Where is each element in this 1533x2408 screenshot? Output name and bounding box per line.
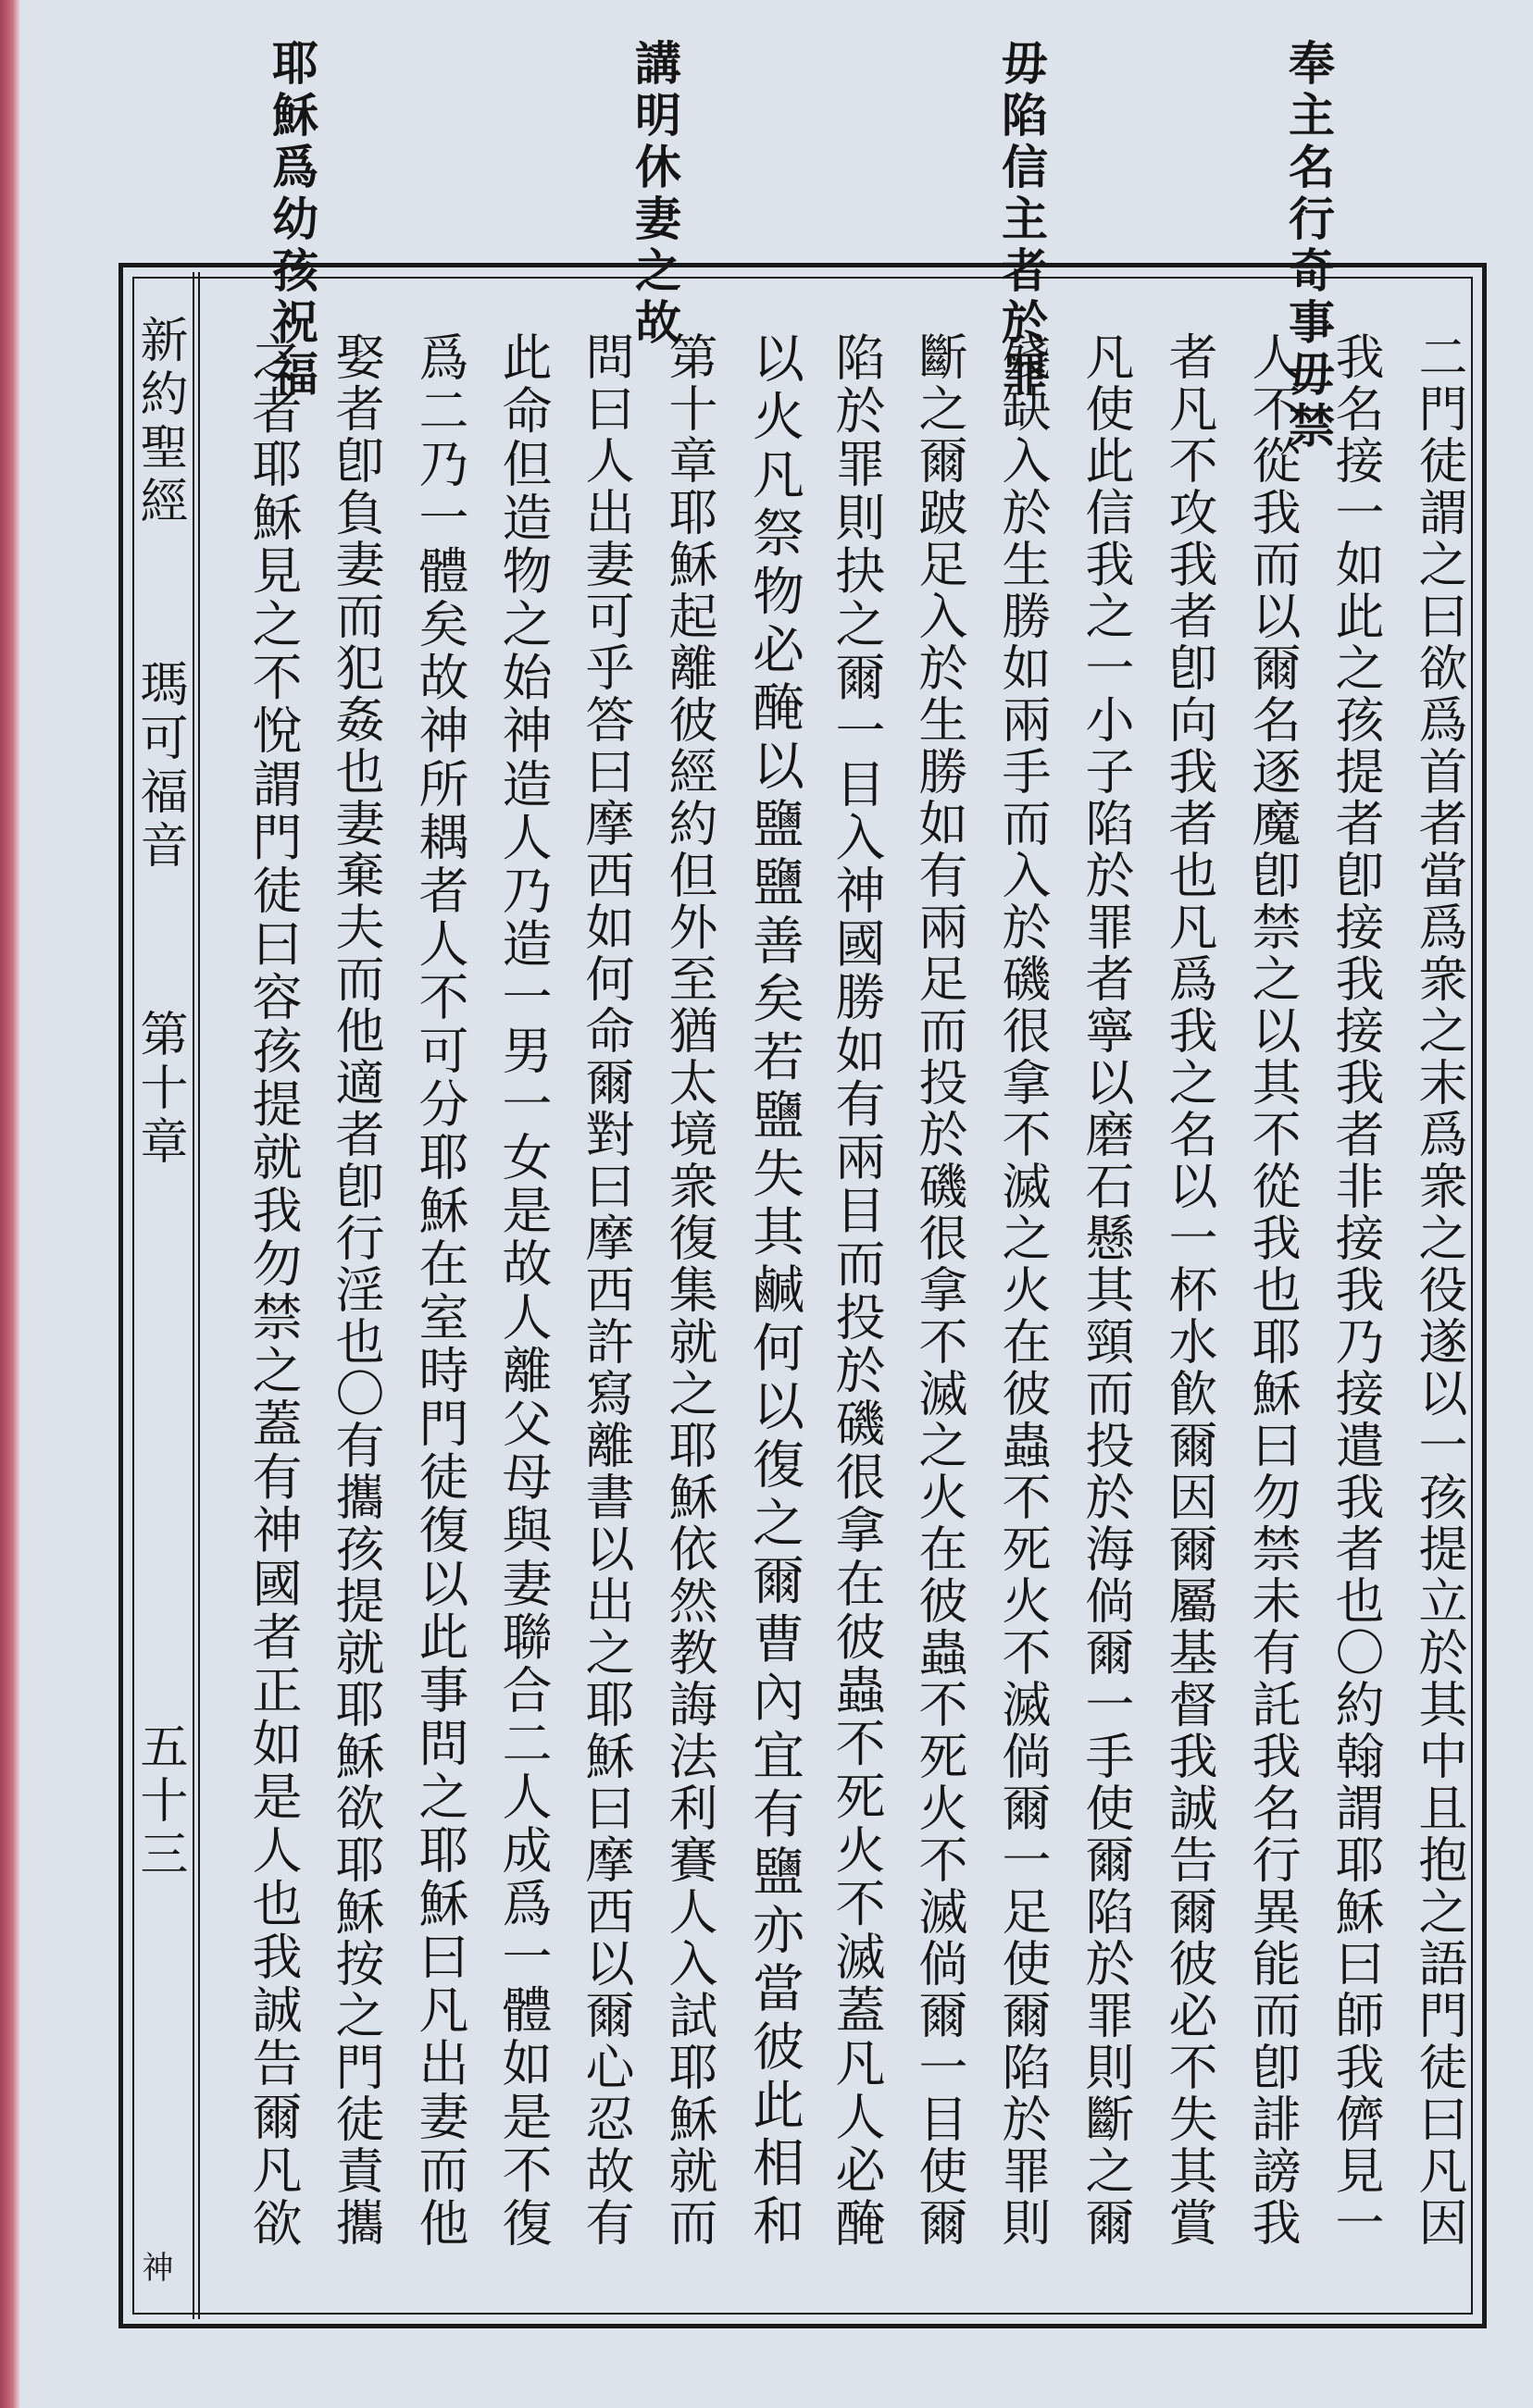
text-column: 二門徒謂之曰欲爲首者當爲衆之末爲衆之役遂以一孩提立於其中且抱之語門徒曰凡因 bbox=[1411, 331, 1467, 2249]
text-column: 斷之爾跛足入於生勝如有兩足而投於磯很拿不滅之火在彼蟲不死火不滅倘爾一目使爾 bbox=[911, 331, 967, 2249]
text-column: 人不從我而以爾名逐魔卽禁之以其不從我也耶穌曰勿禁未有託我名行異能而卽誹謗我 bbox=[1244, 331, 1301, 2249]
text-column-chapter-start: 第十章耶穌起離彼經約但外至猶太境衆復集就之耶穌依然教誨法利賽人入試耶穌就而 bbox=[661, 331, 717, 2249]
margin-heading: 奉主名行奇事毋禁 bbox=[1281, 39, 1336, 453]
running-head-rule bbox=[198, 272, 200, 2319]
text-column: 之者耶穌見之不悅謂門徒曰容孩提就我勿禁之蓋有神國者正如是人也我誠告爾凡欲 bbox=[244, 331, 303, 2251]
text-column: 殘缺入於生勝如兩手而入於磯很拿不滅之火在彼蟲不死火不滅倘爾一足使爾陷於罪則 bbox=[994, 331, 1051, 2249]
text-column: 此命但造物之始神造人乃造一男一女是故人離父母與妻聯合二人成爲一體如是不復 bbox=[494, 331, 553, 2251]
text-column: 娶者卽負妻而犯姦也妻棄夫而他適者卽行淫也〇有攜孩提就耶穌欲耶穌按之門徒責攜 bbox=[328, 331, 384, 2249]
running-head-gospel: 瑪可福音 bbox=[131, 659, 187, 874]
text-column: 我名接一如此之孩提者卽接我接我者非接我乃接遣我者也〇約翰謂耶穌曰師我儕見一 bbox=[1327, 331, 1384, 2249]
margin-heading: 耶穌爲幼孩祝福 bbox=[265, 39, 319, 402]
text-column: 者凡不攻我者卽向我者也凡爲我之名以一杯水飮爾因爾屬基督我誠告爾彼必不失其賞 bbox=[1161, 331, 1217, 2249]
text-column: 以火凡祭物必醃以鹽鹽善矣若鹽失其鹹何以復之爾曹內宜有鹽亦當彼此相和 bbox=[744, 331, 804, 2253]
page-edge bbox=[0, 0, 20, 2408]
text-column: 陷於罪則抉之爾一目入神國勝如有兩目而投於磯很拿在彼蟲不死火不滅蓋凡人必醃 bbox=[828, 331, 886, 2251]
text-column: 爲二乃一體矣故神所耦者人不可分耶穌在室時門徒復以此事問之耶穌曰凡出妻而他 bbox=[411, 331, 469, 2251]
text-column: 凡使此信我之一小子陷於罪者寧以磨石懸其頸而投於海倘爾一手使爾陷於罪則斷之爾 bbox=[1078, 331, 1134, 2249]
running-head-rule bbox=[193, 272, 194, 2319]
margin-heading: 毋陷信主者於罪 bbox=[994, 39, 1049, 402]
text-column: 問曰人出妻可乎答曰摩西如何命爾對曰摩西許寫離書以出之耶穌曰摩西以爾心忍故有 bbox=[578, 331, 634, 2249]
catchword: 神 bbox=[136, 2251, 173, 2282]
running-head-book: 新約聖經 bbox=[131, 315, 187, 529]
running-head-chapter: 第十章 bbox=[131, 1009, 187, 1170]
page-number: 五十三 bbox=[131, 1721, 187, 1882]
margin-heading: 講明休妻之故 bbox=[628, 39, 682, 350]
